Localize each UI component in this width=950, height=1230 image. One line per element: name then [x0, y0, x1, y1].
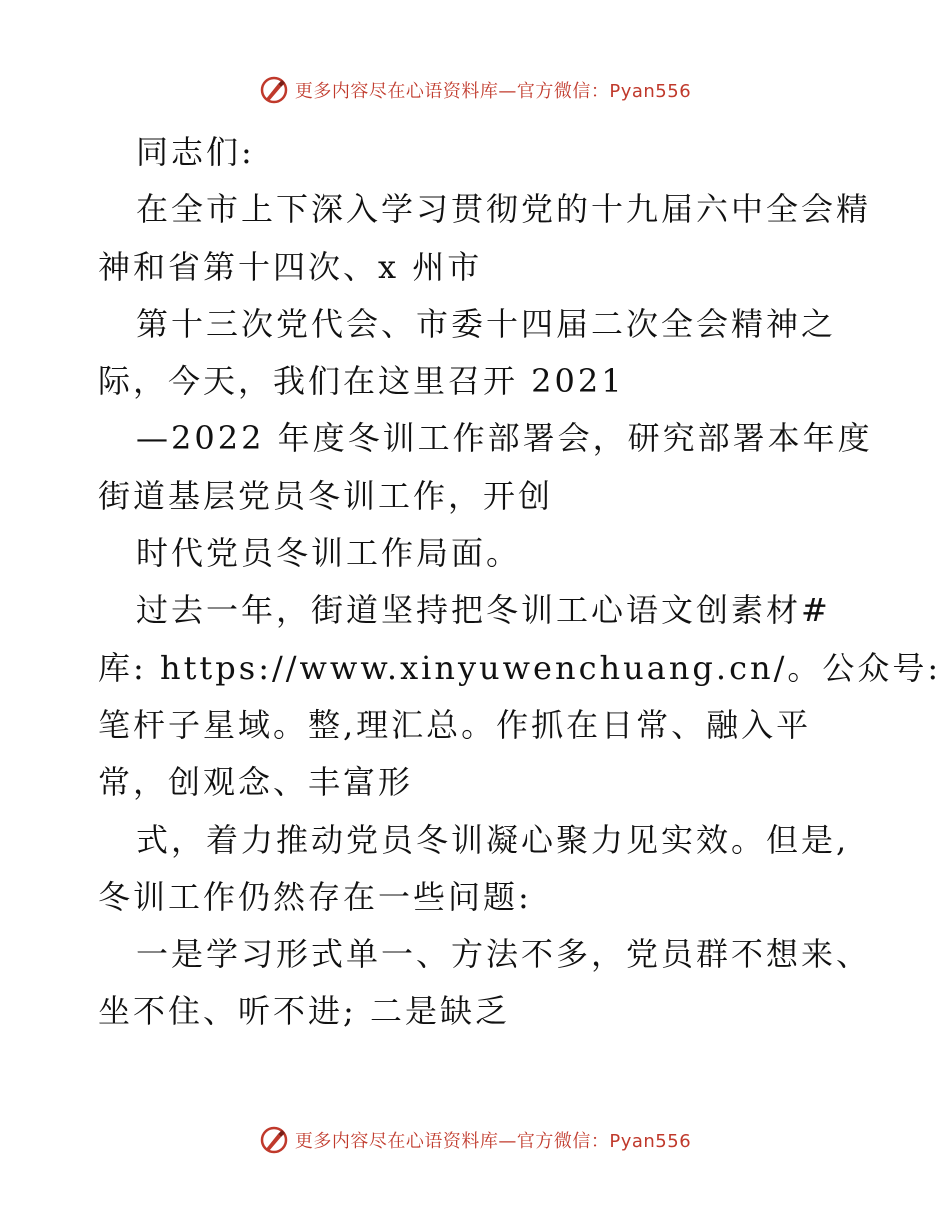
- body-line: 常，创观念、丰富形: [98, 763, 414, 802]
- document-body: [98, 124, 942, 1041]
- body-line: 式，着力推动党员冬训凝心聚力见实效。但是,: [136, 820, 850, 859]
- body-line: 同志们:: [136, 133, 255, 171]
- body-line: 笔杆子星域。整,理汇总。作抓在日常、融入平: [98, 705, 812, 744]
- pen-logo-icon: [259, 1125, 289, 1155]
- body-line: —2022 年度冬训工作部署会，研究部署本年度: [136, 419, 873, 458]
- watermark-text: 更多内容尽在心语资料库—官方微信：Pyan556: [294, 81, 692, 102]
- body-line: 际，今天，我们在这里召开 2021: [98, 362, 625, 401]
- body-line: 过去一年，街道坚持把冬训工心语文创素材#: [136, 591, 831, 630]
- body-line: 冬训工作仍然存在一些问题:: [98, 877, 532, 916]
- body-line: 在全市上下深入学习贯彻党的十九届六中全会精: [136, 190, 872, 229]
- body-line: 一是学习形式单一、方法不多，党员群不想来、: [136, 935, 872, 974]
- pen-logo-icon: [259, 75, 289, 105]
- body-line: 第十三次党代会、市委十四届二次全会精神之: [136, 304, 837, 343]
- body-line: 时代党员冬训工作局面。: [136, 534, 522, 573]
- header-watermark: [0, 70, 950, 110]
- body-line: 库: https://www.xinyuwenchuang.cn/。公众号:: [98, 648, 942, 687]
- body-line: 街道基层党员冬训工作，开创: [98, 476, 554, 515]
- watermark-text: 更多内容尽在心语资料库—官方微信：Pyan556: [294, 1131, 692, 1152]
- footer-watermark: [0, 1120, 950, 1160]
- body-line: 神和省第十四次、x 州市: [98, 247, 483, 286]
- body-line: 坐不住、听不进; 二是缺乏: [98, 992, 510, 1031]
